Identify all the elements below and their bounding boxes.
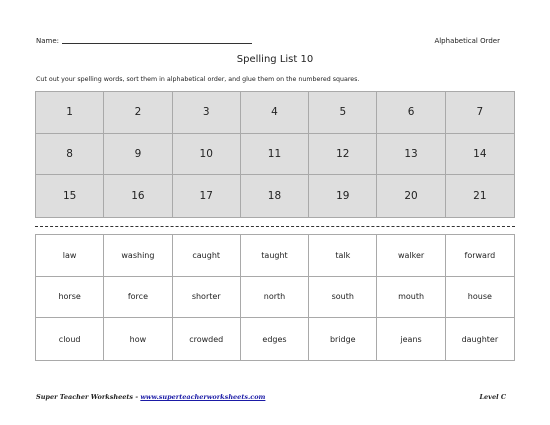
footer-level: Level C	[479, 393, 506, 401]
word-card: crowded	[173, 318, 241, 360]
number-square: 18	[241, 175, 309, 217]
name-field	[36, 37, 252, 45]
word-card: force	[104, 277, 172, 319]
word-card: taught	[241, 235, 309, 277]
footer-brand: Super Teacher Worksheets	[36, 393, 134, 401]
word-card: caught	[173, 235, 241, 277]
word-card: talk	[309, 235, 377, 277]
number-square: 10	[173, 134, 241, 176]
number-square: 9	[104, 134, 172, 176]
word-card: jeans	[377, 318, 445, 360]
number-square: 21	[473, 190, 487, 203]
word-card: cloud	[36, 318, 104, 360]
number-square: 8	[36, 134, 104, 176]
footer	[36, 393, 506, 401]
footer-url-link[interactable]: www.superteacherworksheets.com	[140, 393, 266, 401]
number-square: 20	[377, 175, 445, 217]
number-square: 6	[377, 92, 445, 134]
word-card: mouth	[377, 277, 445, 319]
cut-line	[35, 226, 515, 227]
footer-credit	[36, 393, 265, 401]
word-card: south	[309, 277, 377, 319]
header-row	[36, 37, 500, 45]
number-square: 13	[377, 134, 445, 176]
word-card: how	[104, 318, 172, 360]
number-square: 1	[36, 92, 104, 134]
number-square: 14	[446, 134, 514, 176]
number-square: 17	[173, 175, 241, 217]
number-square: 12	[309, 134, 377, 176]
word-card: shorter	[173, 277, 241, 319]
word-card: north	[241, 277, 309, 319]
page-title: Spelling List 10	[236, 54, 314, 65]
word-card: washing	[104, 235, 172, 277]
word-card: walker	[377, 235, 445, 277]
word-card: law	[36, 235, 104, 277]
word-card: edges	[241, 318, 309, 360]
word-card: daughter	[461, 334, 499, 344]
number-square: 4	[241, 92, 309, 134]
number-square: 16	[104, 175, 172, 217]
word-card: horse	[36, 277, 104, 319]
word-card: forward	[446, 235, 514, 277]
number-square: 15	[36, 175, 104, 217]
number-square: 3	[173, 92, 241, 134]
spelling-words-grid	[35, 234, 515, 361]
word-card: house	[446, 277, 514, 319]
numbered-squares-grid	[35, 91, 515, 218]
number-square: 5	[309, 92, 377, 134]
number-square: 19	[309, 175, 377, 217]
number-square: 7	[446, 92, 514, 134]
name-line	[62, 42, 252, 44]
name-label: Name:	[36, 37, 60, 45]
number-square: 11	[241, 134, 309, 176]
footer-separator: -	[133, 393, 141, 401]
number-square: 2	[104, 92, 172, 134]
word-card: bridge	[309, 318, 377, 360]
category-label: Alphabetical Order	[434, 37, 500, 45]
instructions: Cut out your spelling words, sort them in alphabetical order, and glue them on the numbered squares.	[36, 76, 360, 83]
